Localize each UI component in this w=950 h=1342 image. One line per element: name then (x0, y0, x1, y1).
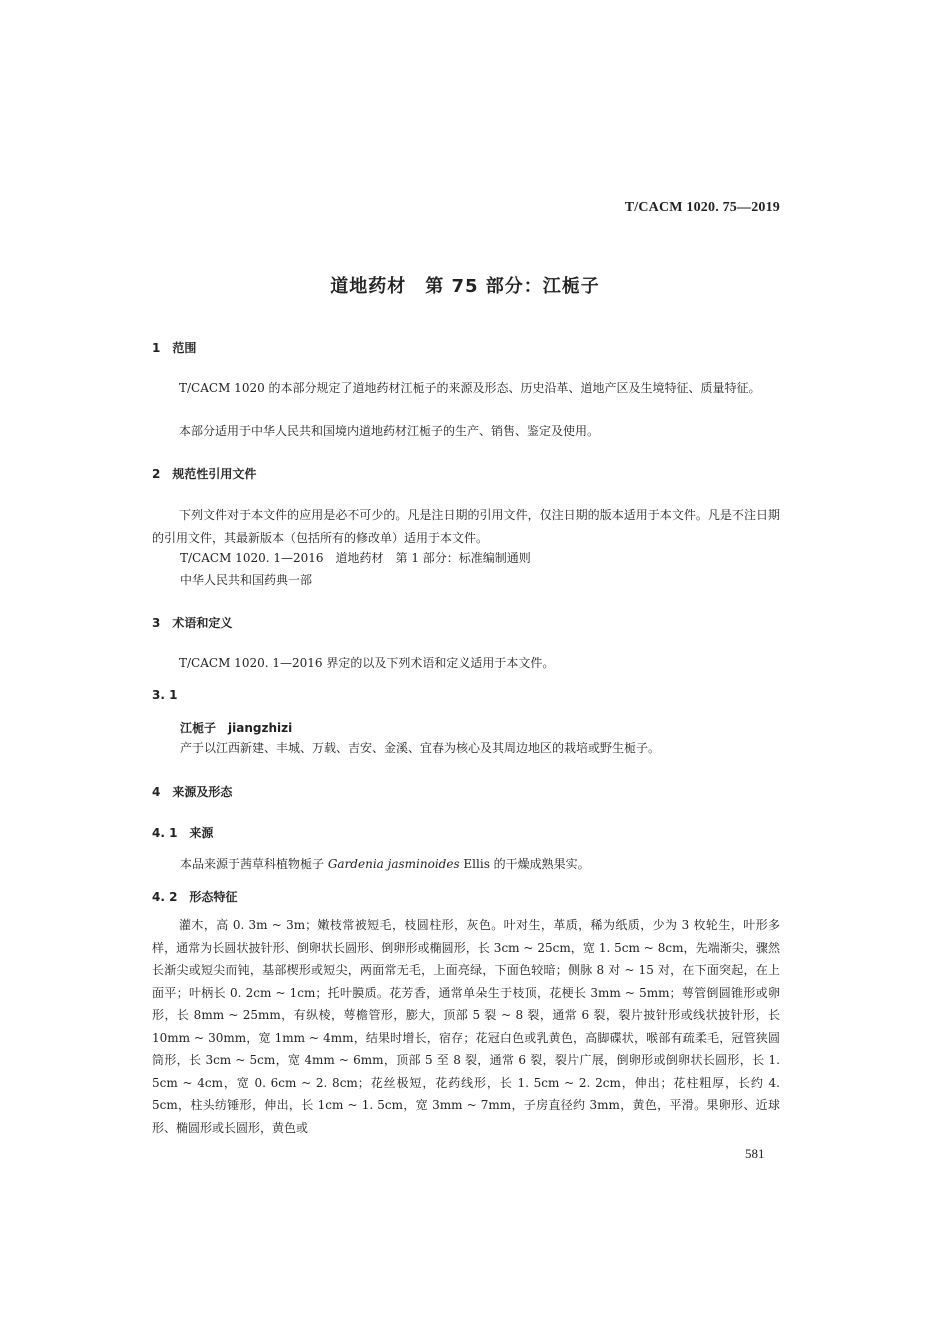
page-title: 道地药材 第 75 部分：江栀子 (330, 276, 600, 297)
section-4-heading: 4 来源及形态 (152, 785, 233, 799)
section-2-heading: 2 规范性引用文件 (152, 467, 257, 481)
standard-code: T/CACM 1020. 75—2019 (624, 200, 780, 215)
normative-reference-2: 中华人民共和国药典一部 (180, 573, 313, 587)
section-3-heading: 3 术语和定义 (152, 616, 233, 630)
species-latin-name: Gardenia jasminoides (327, 857, 460, 871)
subsection-4-1-heading: 4. 1 来源 (152, 826, 214, 840)
source-text-before: 本品来源于茜草科植物栀子 (180, 857, 328, 871)
section-1-heading: 1 范围 (152, 341, 197, 355)
page-number: 581 (745, 1146, 765, 1161)
source-text (180, 853, 590, 876)
term-definition: 产于以江西新建、丰城、万载、吉安、金溪、宜春为核心及其周边地区的栽培或野生栀子。 (180, 741, 661, 755)
section-3-paragraph-1: T/CACM 1020. 1—2016 界定的以及下列术语和定义适用于本文件。 (179, 656, 555, 670)
subsection-4-2-heading: 4. 2 形态特征 (152, 890, 238, 904)
normative-reference-1: T/CACM 1020. 1—2016 道地药材 第 1 部分：标准编制通则 (180, 551, 531, 565)
term-name: 江栀子 jiangzhizi (180, 721, 293, 735)
morphology-paragraph: 灌木，高 0. 3m ~ 3m；嫩枝常被短毛，枝圆柱形，灰色。叶对生，革质，稀为纸质，少为 3 枚轮生，叶形多样，通常为长圆状披针形、倒卵状长圆形、倒卵形或椭圆形，长 3cm ~ 25cm，宽 1. 5cm ~ 8cm，先端渐尖，骤然长渐尖或短尖而钝，基部楔形或短尖，两面常无毛，上面亮绿，下面色较暗；侧脉 8 对 ~ 15 对，在下面突起，在上面平；叶柄长 0. 2cm ~ 1cm；托叶膜质。花芳香，通常单朵生于枝顶，花梗长 3mm ~ 5mm；萼管倒圆锥形或卵形，长 8mm ~ 25mm，有纵棱，萼檐管形，膨大，顶部 5 裂 ~ 8 裂，通常 6 裂，裂片披针形或线状披针形，长 10mm ~ 30mm，宽 1mm ~ 4mm，结果时增长，宿存；花冠白色或乳黄色，高脚碟状，喉部有疏柔毛，冠管狭圆筒形，长 3cm ~ 5cm，宽 4mm ~ 6mm，顶部 5 至 8 裂，通常 6 裂，裂片广展，倒卵形或倒卵状长圆形，长 1. 5cm ~ 4cm，宽 0. 6cm ~ 2. 8cm；花丝极短，花药线形，长 1. 5cm ~ 2. 2cm，伸出；花柱粗厚，长约 4. 5cm，柱头纺锤形，伸出，长 1cm ~ 1. 5cm，宽 3mm ~ 7mm，子房直径约 3mm，黄色，平滑。果卵形、近球形、椭圆形或长圆形，黄色或 (152, 918, 780, 1135)
subsection-3-1-number: 3. 1 (152, 688, 178, 702)
section-1-paragraph-1: T/CACM 1020 的本部分规定了道地药材江栀子的来源及形态、历史沿革、道地产区及生境特征、质量特征。 (179, 381, 761, 395)
section-2-paragraph-1: 下列文件对于本文件的应用是必不可少的。凡是注日期的引用文件，仅注日期的版本适用于本文件。凡是不注日期的引用文件，其最新版本（包括所有的修改单）适用于本文件。 (152, 508, 780, 545)
section-1-paragraph-2: 本部分适用于中华人民共和国境内道地药材江栀子的生产、销售、鉴定及使用。 (179, 424, 600, 438)
source-text-after: Ellis 的干燥成熟果实。 (459, 857, 590, 871)
